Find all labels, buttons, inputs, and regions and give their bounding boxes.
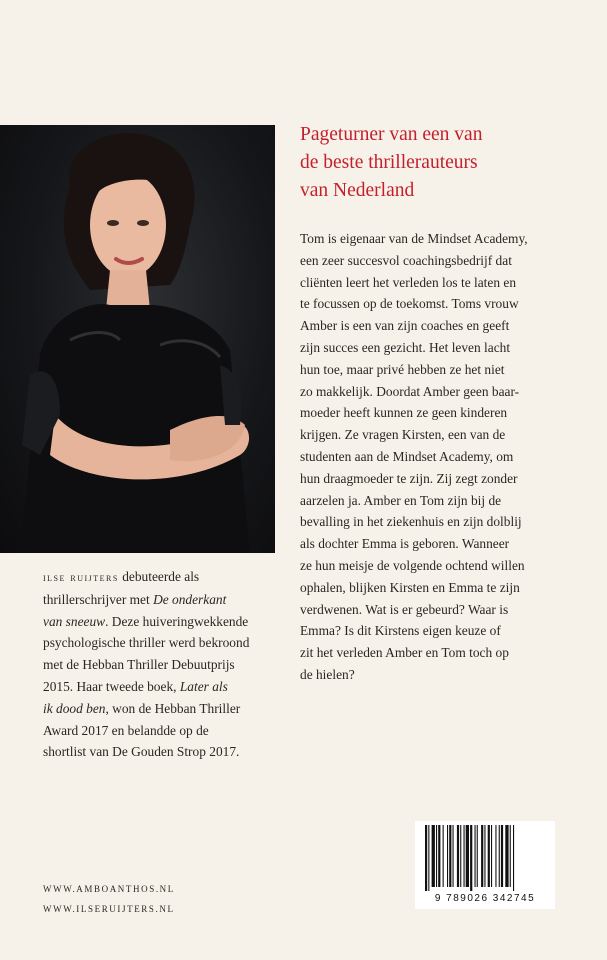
blurb-line: Amber is een van zijn coaches en geeft [300, 318, 510, 334]
barcode-bar [513, 825, 514, 891]
blurb-line: krijgen. Ze vragen Kirsten, een van de [300, 427, 506, 443]
author-photo [0, 125, 275, 553]
blurb-line: te focussen op de toekomst. Toms vrouw [300, 296, 519, 312]
websites [43, 879, 175, 919]
bio-line [43, 676, 278, 698]
bio-line [43, 589, 278, 611]
blurb-line: een zeer succesvol coachingsbedrijf dat [300, 252, 512, 268]
barcode-bar [501, 825, 503, 887]
bio-line: shortlist van De Gouden Strop 2017. [43, 744, 240, 760]
book-title-1-cont: van sneeuw [43, 613, 106, 629]
barcode-bar [447, 825, 448, 887]
headline-line: de beste thrillerauteurs [300, 152, 478, 173]
barcode-bar [495, 825, 496, 887]
barcode-bars [423, 825, 547, 891]
book-title-2: Later als [179, 678, 228, 694]
barcode-bar [428, 825, 429, 891]
barcode-bar [425, 825, 427, 891]
barcode-bar [457, 825, 459, 887]
book-title-2-cont: ik dood ben [43, 700, 106, 716]
website-publisher[interactable]: WWW.AMBOANTHOS.NL [43, 884, 175, 894]
blurb-line: cliënten leert het verleden los te laten en [300, 274, 517, 290]
book-blurb [300, 228, 560, 686]
author-bio [43, 566, 278, 763]
bio-line [43, 566, 278, 589]
isbn-barcode [415, 821, 555, 909]
bio-text: , won de Hebban Thriller [105, 700, 241, 716]
blurb-line: Tom is eigenaar van de Mindset Academy, [300, 231, 528, 246]
blurb-line: bevalling in het ziekenhuis en zijn dolblij [300, 514, 522, 530]
barcode-bar [470, 825, 472, 891]
barcode-bar [481, 825, 483, 887]
bio-text: 2015. Haar tweede boek, [43, 678, 180, 694]
bio-line [43, 611, 278, 633]
blurb-line: ophalen, blijken Kirsten en Emma te zijn [300, 579, 520, 595]
bio-text: thrillerschrijver met [43, 591, 154, 607]
barcode-bar [475, 825, 476, 887]
barcode-bar [460, 825, 461, 887]
blurb-line: de hielen? [300, 666, 355, 682]
blurb-line: hun draagmoeder te zijn. Zij zegt zonder [300, 470, 518, 486]
book-title-1: De onderkant [153, 591, 227, 607]
barcode-bar [466, 825, 469, 887]
barcode-bar [436, 825, 437, 887]
barcode-bar [477, 825, 478, 887]
blurb-line: zo makkelijk. Doordat Amber geen baar- [300, 383, 520, 399]
blurb-line: Emma? Is dit Kirstens eigen keuze of [300, 623, 501, 639]
barcode-bar [443, 825, 444, 887]
headline-line: van Nederland [300, 180, 415, 201]
blurb-line: zit het verleden Amber en Tom toch op [300, 645, 509, 661]
headline [300, 121, 590, 205]
barcode-bar [432, 825, 435, 887]
bio-text: debuteerde als [118, 569, 200, 584]
barcode-bar [464, 825, 465, 887]
blurb-line: moeder heeft kunnen ze geen kinderen [300, 405, 508, 421]
barcode-bar [505, 825, 508, 887]
barcode-bar [499, 825, 500, 887]
blurb-line: als dochter Emma is geboren. Wanneer [300, 536, 510, 552]
bio-text: . Deze huiveringwekkende [105, 613, 249, 629]
bio-line: Award 2017 en belandde op de [43, 722, 209, 738]
blurb-line: hun toe, maar privé hebben ze het niet [300, 361, 505, 377]
bio-line: psychologische thriller werd bekroond [43, 635, 250, 651]
barcode-bar [488, 825, 490, 887]
barcode-bar [453, 825, 454, 887]
isbn-number: 9 789026 342745 [434, 893, 536, 904]
bio-line: met de Hebban Thriller Debuutprijs [43, 657, 235, 673]
blurb-line: studenten aan de Mindset Academy, om [300, 448, 514, 464]
author-name: ilse ruijters [43, 570, 119, 584]
website-author[interactable]: WWW.ILSERUIJTERS.NL [43, 904, 175, 914]
barcode-bar [438, 825, 440, 887]
barcode-bar [484, 825, 485, 887]
blurb-line: verdwenen. Wat is er gebeurd? Waar is [300, 601, 509, 617]
blurb-line: zijn succes een gezicht. Het leven lacht [300, 339, 511, 355]
headline-line: Pageturner van een van [300, 124, 483, 145]
barcode-bar [510, 825, 511, 887]
author-portrait-illustration [0, 125, 275, 553]
bio-line [43, 698, 278, 720]
barcode-bar [491, 825, 492, 887]
barcode-bar [449, 825, 451, 887]
blurb-line: ze hun meisje de volgende ochtend willen [300, 557, 525, 573]
blurb-line: aarzelen ja. Amber en Tom zijn bij de [300, 492, 502, 508]
